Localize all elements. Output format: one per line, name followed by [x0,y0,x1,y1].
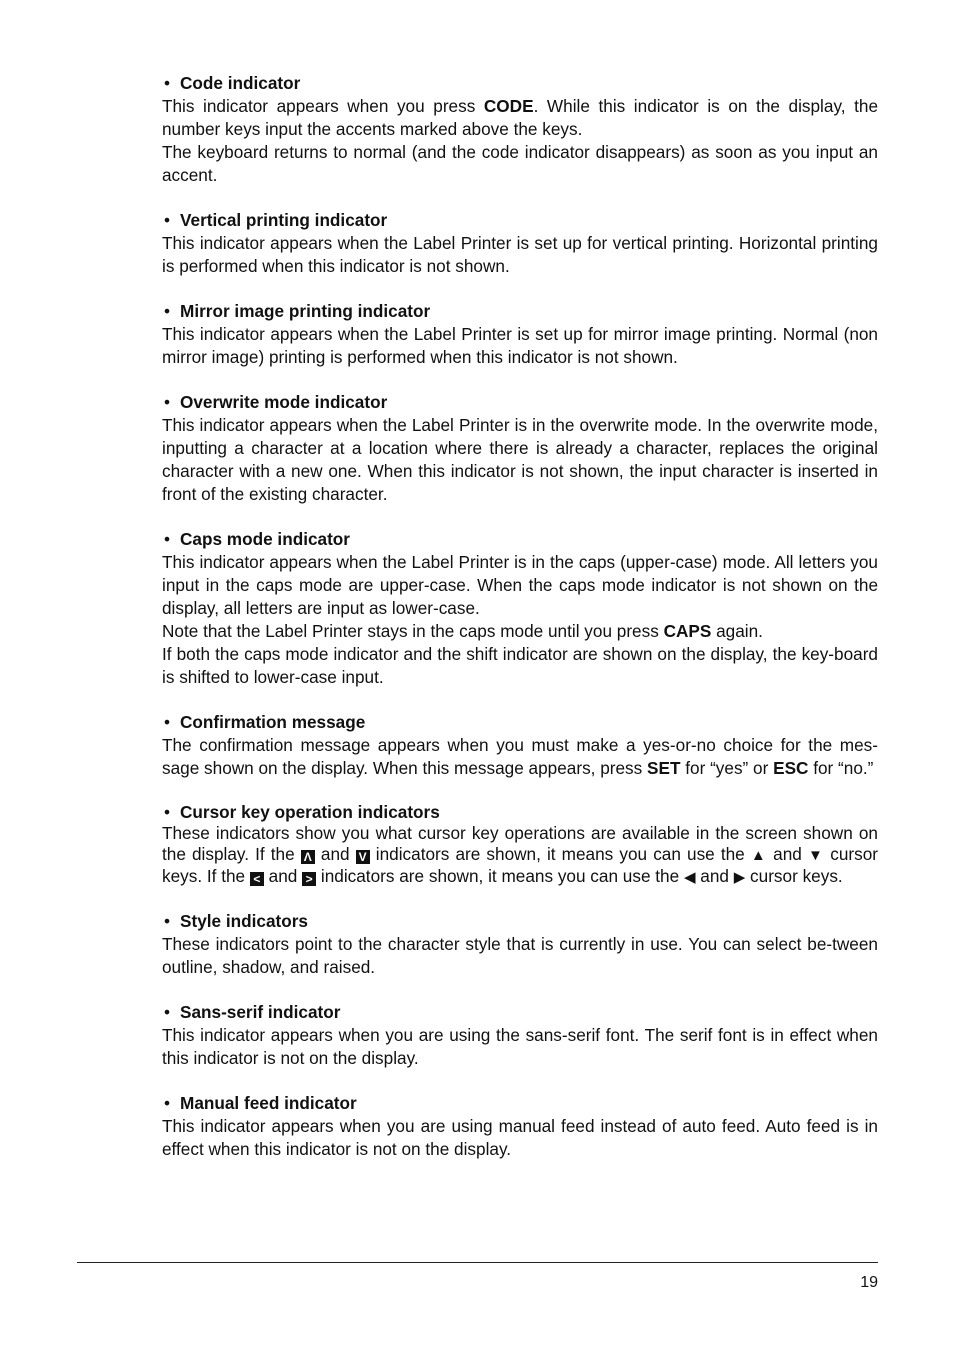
paragraph: This indicator appears when the Label Printer is set up for mirror image printing. Normal (non mirror image) printing is performed when this indicator is not shown. [162,324,878,367]
section-heading: • Style indicators [164,911,308,931]
bullet-icon: • [164,911,171,931]
bullet-icon: • [164,1002,171,1022]
footer-divider [77,1262,878,1263]
manual-page-content [162,72,878,1183]
bullet-icon: • [164,802,171,822]
paragraph: This indicator appears when the Label Printer is set up for vertical printing. Horizontal printing is performed when this indicator is not shown. [162,233,878,276]
section-code-indicator [162,72,878,187]
paragraph: The confirmation message appears when you must make a yes-or-no choice for the mes-sage shown on the display. When this message appears, press SET for “yes” or ESC for “no.” [162,735,878,778]
bullet-icon: • [164,301,171,321]
section-overwrite-mode [162,391,878,506]
section-heading: • Manual feed indicator [164,1093,357,1113]
bullet-icon: • [164,1093,171,1113]
page-number: 19 [860,1274,878,1291]
bullet-icon: • [164,73,171,93]
paragraph: The keyboard returns to normal (and the code indicator disappears) as soon as you input an accent. [162,142,878,185]
section-heading: • Code indicator [164,73,301,93]
section-heading: • Confirmation message [164,712,366,732]
up-arrow-icon: ▲ [750,847,768,864]
bullet-icon: • [164,210,171,230]
paragraph: These indicators point to the character style that is currently in use. You can select be-tween outline, shadow, and raised. [162,934,878,977]
right-arrow-icon: ▶ [733,869,746,886]
section-caps-mode [162,528,878,689]
section-mirror-image [162,300,878,369]
bullet-icon: • [164,392,171,412]
left-arrow-icon: ◀ [683,869,696,886]
section-manual-feed [162,1092,878,1161]
paragraph: This indicator appears when the Label Printer is in the caps (upper-case) mode. All letters you input in the caps mode are upper-case. When the caps mode indicator is not shown on the display, all letters are input as lower-case. [162,552,878,618]
section-style-indicators [162,910,878,979]
section-heading: • Vertical printing indicator [164,210,388,230]
paragraph: This indicator appears when the Label Printer is in the overwrite mode. In the overwrite mode, inputting a character at a location where there is already a character, replaces the original character with a new one. When this indicator is not shown, the input character is inserted in front of the existing character. [162,415,878,504]
down-indicator-icon: V [356,850,370,864]
paragraph: If both the caps mode indicator and the shift indicator are shown on the display, the key-board is shifted to lower-case input. [162,644,878,687]
section-heading: • Overwrite mode indicator [164,392,388,412]
section-heading: • Mirror image printing indicator [164,301,431,321]
up-indicator-icon: Λ [301,850,315,864]
section-heading: • Cursor key operation indicators [164,802,440,822]
down-arrow-icon: ▼ [807,847,825,864]
paragraph: This indicator appears when you are using manual feed instead of auto feed. Auto feed is in effect when this indicator is not on the display. [162,1116,878,1159]
section-cursor-key-indicators [162,802,878,888]
paragraph: This indicator appears when you press CODE. While this indicator is on the display, the number keys input the accents marked above the keys. [162,96,879,139]
bullet-icon: • [164,529,171,549]
paragraph: Note that the Label Printer stays in the caps mode until you press CAPS again. [162,621,763,641]
bullet-icon: • [164,712,171,732]
section-heading: • Caps mode indicator [164,529,350,549]
left-indicator-icon: < [250,872,264,886]
section-sans-serif [162,1001,878,1070]
section-heading: • Sans-serif indicator [164,1002,341,1022]
paragraph: This indicator appears when you are using the sans-serif font. The serif font is in effect when this indicator is not on the display. [162,1025,878,1068]
right-indicator-icon: > [302,872,316,886]
section-confirmation-message [162,711,878,780]
paragraph: These indicators show you what cursor key operations are available in the screen shown on the display. If the Λ and V indicators are shown, it means you can use the ▲ and ▼ cursor keys. If the < and > indicators are shown, it means you can use the ◀ and ▶ cursor keys. [162,823,879,886]
section-vertical-printing [162,209,878,278]
